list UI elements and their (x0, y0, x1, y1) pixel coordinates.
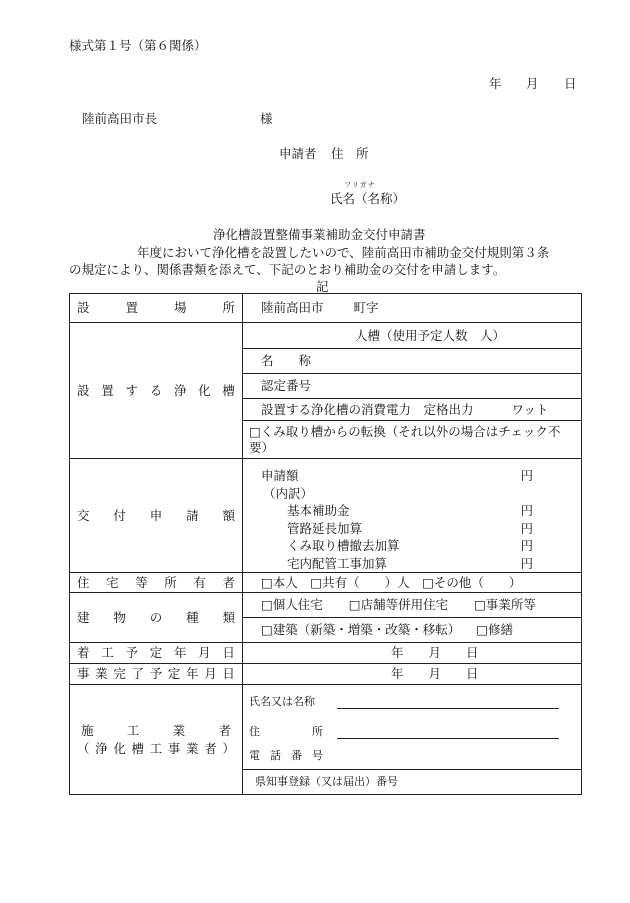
amount-removal: くみ取り槽撤去加算 円 (287, 538, 533, 553)
amount-breakdown: （内訳） (263, 485, 314, 501)
tank-power[interactable]: 設置する浄化槽の消費電力 定格出力 ワット (243, 399, 582, 421)
honorific: 様 (260, 111, 273, 126)
form-number: 様式第１号（第６関係） (69, 38, 207, 53)
row-owner (70, 573, 582, 593)
addressee: 陸前高田市長 (82, 111, 158, 126)
location-city: 陸前高田市 (261, 300, 324, 316)
intro-line-1: 年度において浄化槽を設置したいので、陸前高田市補助金交付規則第３条 (137, 245, 550, 260)
tank-cert-number[interactable]: 認定番号 (243, 374, 582, 399)
contractor-name-input[interactable] (337, 694, 559, 709)
contractor-label: 施 工 業 者 （ 浄 化 槽 工 事 業 者 ） (70, 685, 243, 795)
start-date-value[interactable]: 年 月 日 (243, 643, 582, 664)
applicant-label: 申請者 (279, 146, 317, 161)
row-building-type (70, 593, 582, 618)
row-amount (70, 459, 582, 573)
furigana-label: フリガナ (344, 181, 376, 189)
complete-date-value[interactable]: 年 月 日 (243, 664, 582, 685)
amount-requested: 申請額 円 (261, 468, 533, 483)
date-month: 月 (526, 76, 539, 91)
building-type-house[interactable]: □個人住宅 (261, 597, 323, 613)
amount-label: 交 付 申 請 額 (70, 459, 243, 573)
applicant-address-label: 住 所 (331, 146, 369, 161)
contractor-name-line: 氏名又は名称 (249, 689, 575, 709)
row-start-date (70, 643, 582, 664)
building-type-options[interactable] (243, 593, 582, 618)
amount-basic: 基本補助金 円 (287, 503, 533, 518)
contractor-phone-line: 電 話 番 号 (249, 749, 323, 763)
tank-name[interactable]: 名 称 (243, 349, 582, 374)
application-table (69, 293, 582, 795)
start-date-label: 着 工 予 定 年 月 日 (70, 643, 243, 664)
document-title: 浄化槽設置整備事業補助金交付申請書 (213, 227, 426, 242)
date-year: 年 (489, 76, 502, 91)
contractor-registration[interactable]: 県知事登録（又は届出）番号 (243, 770, 582, 795)
date-day: 日 (564, 76, 577, 91)
location-town: 町字 (353, 300, 379, 316)
conversion-checkbox[interactable]: □くみ取り槽からの転換（それ以外の場合はチェック不要） (243, 421, 582, 459)
building-type-office[interactable]: □事業所等 (474, 597, 536, 613)
building-work-options[interactable] (243, 618, 582, 643)
row-location (70, 294, 582, 323)
complete-date-label: 事 業 完 了 予 定 年 月 日 (70, 664, 243, 685)
amount-indoor: 宅内配管工事加算 円 (287, 555, 533, 571)
amount-pipe: 管路延長加算 円 (287, 520, 533, 536)
owner-options[interactable]: □本人 □共有（ ）人 □その他（ ） (243, 573, 582, 593)
ki-label: 記 (316, 279, 329, 294)
intro-line-2: の規定により、関係書類を添えて、下記のとおり補助金の交付を申請します。 (69, 262, 506, 277)
location-value[interactable] (243, 294, 582, 323)
tank-capacity[interactable]: 人槽（使用予定人数 人） (243, 323, 582, 349)
building-work-repair[interactable]: □修繕 (476, 622, 514, 638)
tank-label: 設 置 す る 浄 化 槽 (70, 323, 243, 459)
row-complete-date (70, 664, 582, 685)
building-type-shop[interactable]: □店舗等併用住宅 (348, 597, 449, 613)
amount-values[interactable] (243, 459, 582, 573)
contractor-address-input[interactable] (337, 724, 559, 739)
building-label: 建 物 の 種 類 (70, 593, 243, 643)
applicant-name-label: 氏名（名称） (330, 191, 406, 206)
contractor-address-line: 住 所 (249, 715, 575, 739)
owner-label: 住 宅 等 所 有 者 (70, 573, 243, 593)
location-label: 設 置 場 所 (70, 294, 243, 323)
row-contractor (70, 685, 582, 770)
contractor-details[interactable] (243, 685, 582, 770)
row-tank-capacity (70, 323, 582, 349)
building-work-construction[interactable]: □建築（新築・増築・改築・移転） (261, 622, 461, 638)
